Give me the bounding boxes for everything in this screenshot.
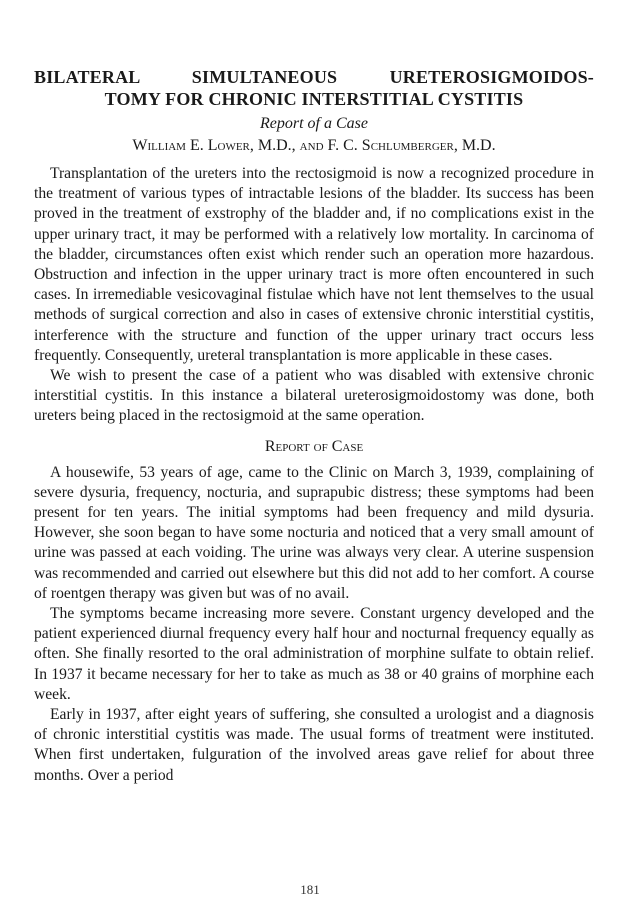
intro-paragraph-1: Transplantation of the ureters into the rectosigmoid is now a recognized procedure in the treatment of various types of intractable lesions of the bladder. Its success has been proved in the treatment of exstrophy of the bladder and, if no complications exist in the upper urinary tract, it may be performed with a relatively low mortality. In carcinoma of the bladder, circumstances often exist which render such an operation more hazardous. Obstruction and infection in the upper urinary tract is more often encountered in such cases. In irremediable vesicovaginal fistulae which have not lent themselves to the usual methods of surgical correction and also in cases of extensive chronic interstitial cystitis, interference with the structure and function of the upper urinary tract occurs less frequently. Consequently, ureteral transplantation is more applicable in these cases. <box>34 165 594 364</box>
article-title-line-1: BILATERAL SIMULTANEOUS URETEROSIGMOIDOS- <box>34 67 594 87</box>
article-authors: William E. Lower, M.D., and F. C. Schlumberger, M.D. <box>132 137 496 154</box>
case-paragraph-3: Early in 1937, after eight years of suffering, she consulted a urologist and a diagnosis of chronic interstitial cystitis was made. The usual forms of treatment were instituted. When first undertaken, fulguration of the involved areas gave relief for about three months. Over a period <box>34 706 594 784</box>
case-paragraph-2: The symptoms became increasing more severe. Constant urgency developed and the patient experienced diurnal frequency every half hour and nocturnal frequency equally as often. She finally resorted to the oral administration of morphine sulfate to obtain relief. In 1937 it became necessary for her to take as much as 38 or 40 grains of morphine each week. <box>34 605 594 703</box>
case-paragraph-1: A housewife, 53 years of age, came to the Clinic on March 3, 1939, complaining of severe dysuria, frequency, nocturia, and suprapubic distress; these symptoms had been present for ten years. The initial symptoms had been frequency and mild dysuria. However, she soon began to have some nocturia and noticed that a very small amount of urine was passed at each voiding. The urine was always very clear. A uterine suspension was recommended and carried out elsewhere but this did not add to her comfort. A course of roentgen therapy was given but was of no avail. <box>34 463 594 602</box>
section-heading-report-of-case: Report of Case <box>264 437 364 455</box>
page-number: 181 <box>300 882 320 897</box>
article-page <box>34 66 594 786</box>
article-title-line-2: TOMY FOR CHRONIC INTERSTITIAL CYSTITIS <box>104 89 524 109</box>
intro-paragraph-2: We wish to present the case of a patient who was disabled with extensive chronic interstitial cystitis. In this instance a bilateral ureterosigmoidostomy was done, both ureters being placed in the rectosigmoid at the same operation. <box>34 367 594 425</box>
article-subtitle: Report of a Case <box>260 115 368 132</box>
